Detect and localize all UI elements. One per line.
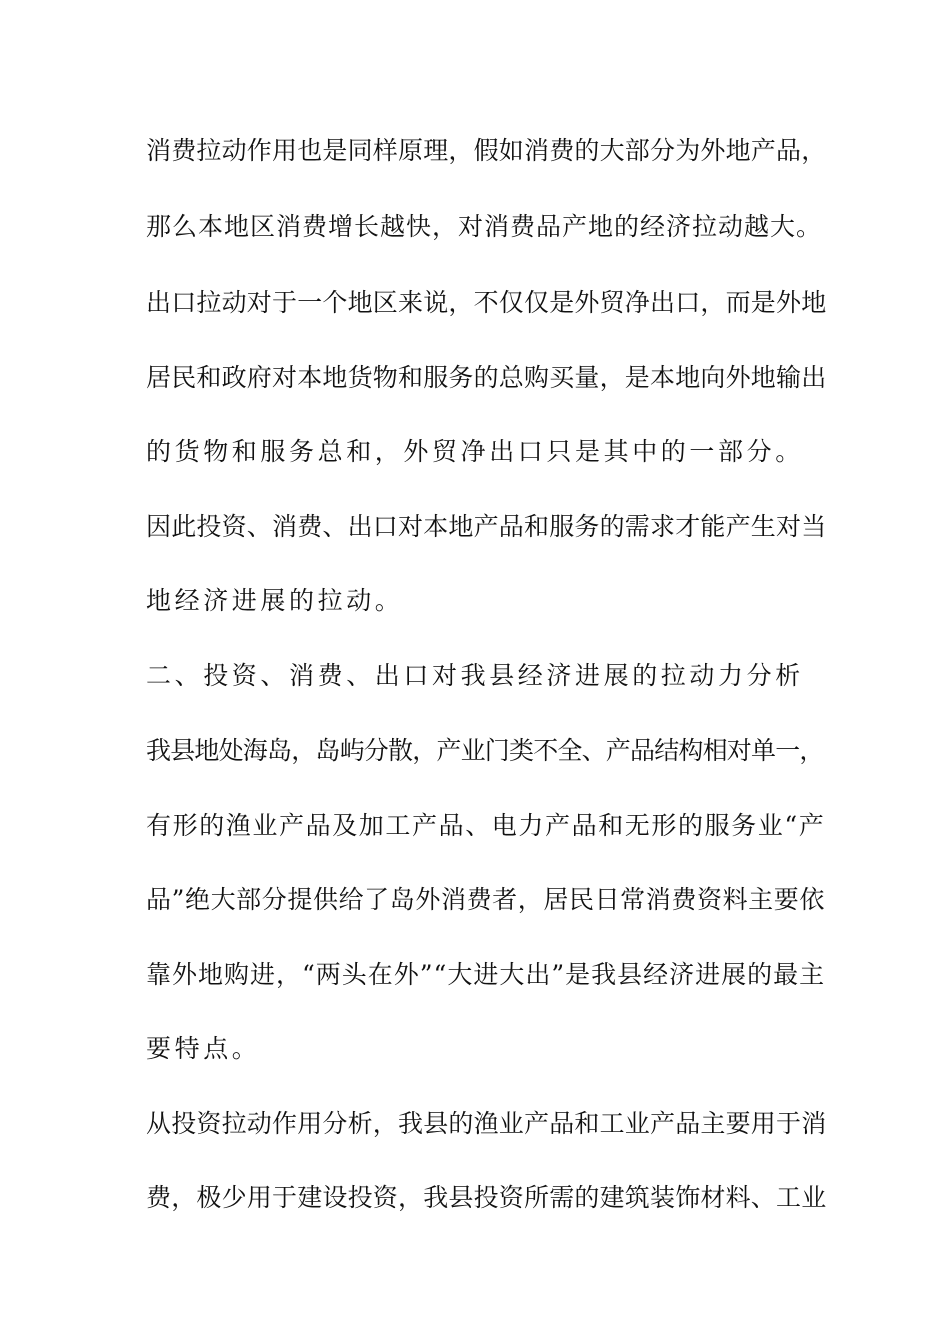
text-line-15: 费，极少用于建设投资，我县投资所需的建筑装饰材料、工业 bbox=[146, 1183, 827, 1212]
section-heading: 二、投资、消费、出口对我县经济进展的拉动力分析 bbox=[146, 661, 804, 690]
text-line-2: 那么本地区消费增长越快，对消费品产地的经济拉动越大。 bbox=[146, 212, 823, 241]
text-line-4: 居民和政府对本地货物和服务的总购买量，是本地向外地输出 bbox=[146, 363, 827, 392]
text-line-10: 有形的渔业产品及加工产品、电力产品和无形的服务业“产 bbox=[146, 811, 826, 840]
text-line-12: 靠外地购进，“两头在外”“大进大出”是我县经济进展的最主 bbox=[146, 960, 826, 989]
text-line-7: 地经济进展的拉动。 bbox=[146, 586, 404, 615]
text-line-9: 我县地处海岛，岛屿分散，产业门类不全、产品结构相对单一， bbox=[146, 736, 824, 765]
text-line-6: 因此投资、消费、出口对本地产品和服务的需求才能产生对当 bbox=[146, 512, 827, 541]
text-line-13: 要特点。 bbox=[146, 1034, 261, 1063]
text-line-5: 的货物和服务总和，外贸净出口只是其中的一部分。 bbox=[146, 437, 804, 466]
text-line-1: 消费拉动作用也是同样原理，假如消费的大部分为外地产品， bbox=[146, 136, 827, 165]
text-line-3: 出口拉动对于一个地区来说，不仅仅是外贸净出口，而是外地 bbox=[146, 288, 827, 317]
text-line-11: 品”绝大部分提供给了岛外消费者，居民日常消费资料主要依 bbox=[146, 885, 825, 914]
text-line-14: 从投资拉动作用分析，我县的渔业产品和工业产品主要用于消 bbox=[146, 1109, 827, 1138]
